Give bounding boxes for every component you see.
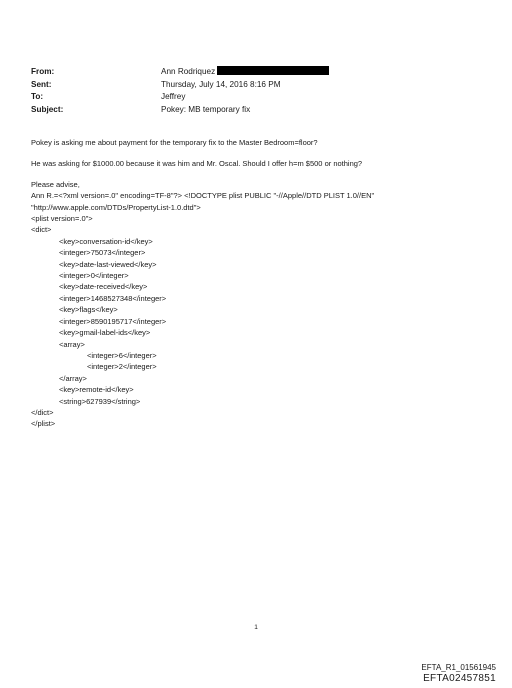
from-value [161, 66, 329, 79]
body-line: <key>gmail-label-ids</key> [59, 328, 151, 338]
subject-value: Pokey: MB temporary fix [161, 104, 251, 114]
email-body [31, 137, 481, 430]
from-name: Ann Rodriquez [161, 67, 216, 76]
email-header [31, 66, 471, 116]
body-line: <dict> [31, 225, 52, 235]
body-paragraph-2: He was asking for $1000.00 because it was him and Mr. Oscal. Should I offer h=m $500 or nothing? [31, 158, 363, 168]
bates-number-secondary: EFTA02457851 [423, 673, 496, 684]
body-line: Ann R.=<?xml version=.0" encoding=TF-8"?> <!DOCTYPE plist PUBLIC "-//Apple//DTD PLIST 1.0//EN" [31, 191, 375, 201]
sent-row [31, 79, 471, 92]
body-line: <integer>75073</integer> [59, 248, 146, 258]
body-line: <integer>2</integer> [87, 362, 157, 372]
body-line: "http://www.apple.com/DTDs/PropertyList-1.0.dtd"> [31, 202, 201, 212]
page-number: 1 [254, 624, 258, 631]
sent-label: Sent: [31, 79, 52, 89]
body-line: <integer>0</integer> [59, 271, 129, 281]
body-line: <key>remote-id</key> [59, 385, 134, 395]
subject-label: Subject: [31, 104, 64, 114]
from-row [31, 66, 471, 79]
body-paragraph-1: Pokey is asking me about payment for the temporary fix to the Master Bedroom=floor? [31, 138, 318, 147]
bates-number-primary: EFTA_R1_01561945 [421, 663, 496, 672]
body-line: </dict> [31, 407, 54, 417]
body-line: </plist> [31, 419, 56, 429]
body-line: </array> [59, 373, 87, 383]
body-line: <integer>1468527348</integer> [59, 293, 167, 303]
from-label: From: [31, 67, 55, 76]
redaction-bar [217, 66, 329, 75]
body-line: Please advise, [31, 179, 80, 189]
body-line: <string>627939</string> [59, 396, 141, 406]
body-line: <key>date-received</key> [59, 282, 148, 292]
to-label: To: [31, 92, 44, 102]
subject-row [31, 104, 471, 117]
body-line: <key>date-last-viewed</key> [59, 259, 157, 269]
body-line: <integer>8590195717</integer> [59, 316, 167, 326]
body-line: <key>conversation-id</key> [59, 236, 153, 246]
body-line: <plist version=.0"> [31, 214, 93, 224]
body-line: <integer>6</integer> [87, 350, 157, 360]
to-row [31, 91, 471, 104]
to-value: Jeffrey [161, 92, 186, 102]
body-line: <array> [59, 339, 85, 349]
sent-value: Thursday, July 14, 2016 8:16 PM [161, 79, 281, 89]
body-line: <key>flags</key> [59, 305, 118, 315]
